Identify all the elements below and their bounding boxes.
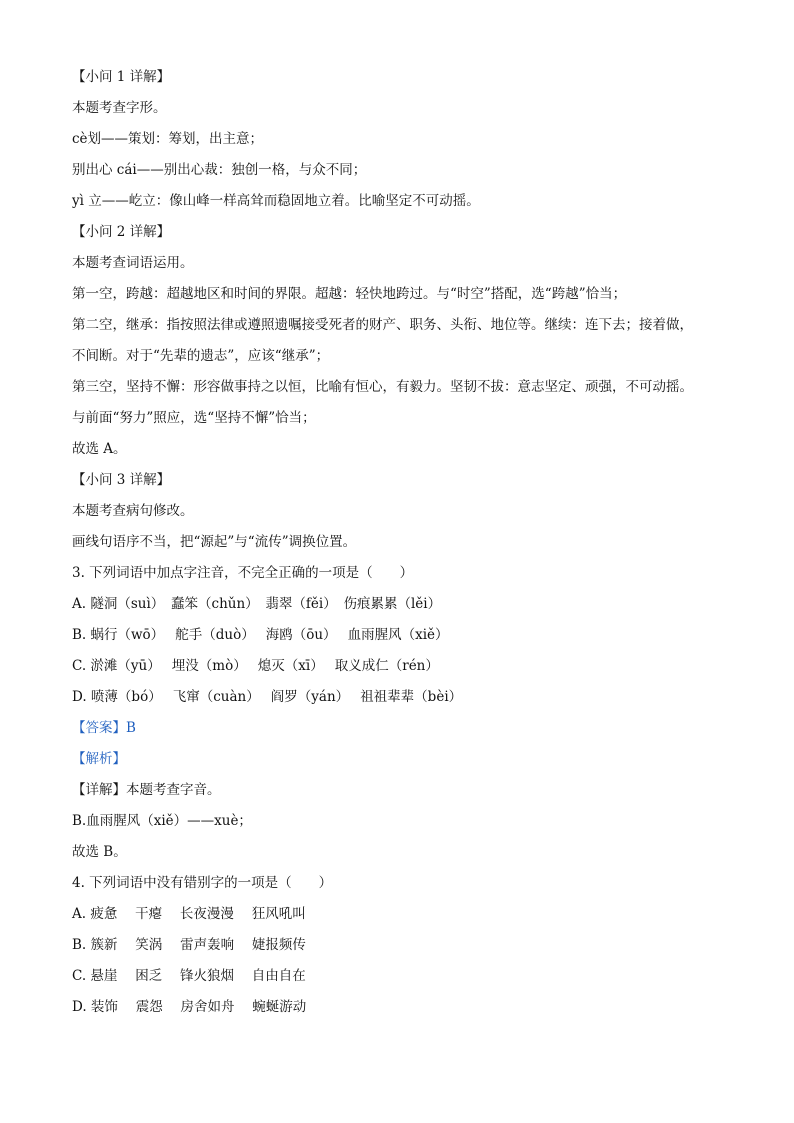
question-4-option-c: C. 悬崖 困乏 锋火狼烟 自由自在 bbox=[72, 968, 306, 984]
text-line: 与前面“努力”照应，选“坚持不懈”恰当； bbox=[72, 410, 316, 426]
heading-q3-detail: 【小问 3 详解】 bbox=[72, 472, 171, 488]
question-3-option-d: D. 喷薄（bó） 飞窜（cuàn） 阎罗（yán） 祖祖辈辈（bèi） bbox=[72, 689, 463, 705]
text-line: 别出心 cái——别出心裁：独创一格，与众不同； bbox=[72, 162, 367, 178]
text-line: B.血雨腥风（xiě）——xuè； bbox=[72, 813, 252, 829]
answer-label: 【答案】B bbox=[72, 720, 136, 736]
text-line: 本题考查病句修改。 bbox=[72, 503, 194, 519]
document-content bbox=[72, 62, 732, 1023]
question-3-option-c: C. 淤滩（yū） 埋没（mò） 熄灭（xī） 取义成仁（rén） bbox=[72, 658, 439, 674]
text-line: 第一空，跨越：超越地区和时间的界限。超越：轻快地跨过。与“时空”搭配，选“跨越”恰当； bbox=[72, 286, 627, 302]
text-line: 本题考查字形。 bbox=[72, 100, 167, 116]
text-line: 本题考查词语运用。 bbox=[72, 255, 194, 271]
question-4-option-b: B. 簇新 笑涡 雷声轰响 婕报频传 bbox=[72, 937, 306, 953]
heading-q2-detail: 【小问 2 详解】 bbox=[72, 224, 171, 240]
text-line: 故选 A。 bbox=[72, 441, 127, 457]
analysis-label: 【解析】 bbox=[72, 751, 126, 767]
question-4-option-a: A. 疲惫 干瘪 长夜漫漫 狂风吼叫 bbox=[72, 906, 306, 922]
text-line: 不间断。对于“先辈的遗志”，应该“继承”； bbox=[72, 348, 330, 364]
question-3-option-b: B. 蜗行（wō） 舵手（duò） 海鸥（ōu） 血雨腥风（xiě） bbox=[72, 627, 449, 643]
text-line: cè划——策划：筹划，出主意； bbox=[72, 131, 264, 147]
question-3-option-a: A. 隧洞（suì） 蠢笨（chǔn） 翡翠（fěi） 伤痕累累（lěi） bbox=[72, 596, 442, 612]
detail-line: 【详解】本题考查字音。 bbox=[72, 782, 221, 798]
heading-q1-detail: 【小问 1 详解】 bbox=[72, 69, 171, 85]
question-4-option-d: D. 装饰 震怨 房舍如舟 蜿蜒游动 bbox=[72, 999, 307, 1015]
text-line: yì 立——屹立：像山峰一样高耸而稳固地立着。比喻坚定不可动摇。 bbox=[72, 193, 480, 209]
text-line: 第三空，坚持不懈：形容做事持之以恒，比喻有恒心，有毅力。坚韧不拔：意志坚定、顽强，不可动摇。 bbox=[72, 379, 693, 395]
question-3: 3. 下列词语中加点字注音，不完全正确的一项是（ ） bbox=[72, 565, 414, 581]
text-line: 故选 B。 bbox=[72, 844, 127, 860]
text-line: 画线句语序不当，把“源起”与“流传”调换位置。 bbox=[72, 534, 357, 550]
text-line: 第二空，继承：指按照法律或遵照遗嘱接受死者的财产、职务、头衔、地位等。继续：连下去；接着做， bbox=[72, 317, 693, 333]
question-4: 4. 下列词语中没有错别字的一项是（ ） bbox=[72, 875, 333, 891]
